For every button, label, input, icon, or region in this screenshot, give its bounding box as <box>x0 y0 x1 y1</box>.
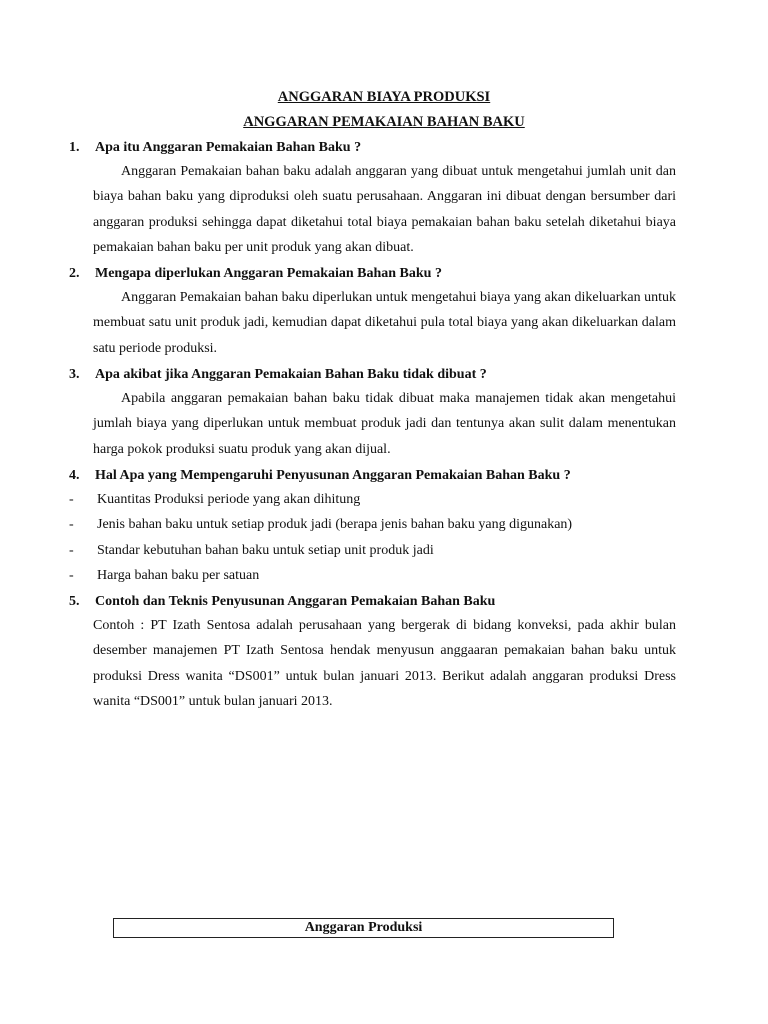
section-1-paragraph: Anggaran Pemakaian bahan baku adalah anggaran yang dibuat untuk mengetahui jumlah unit dan biaya bahan baku yang diproduksi oleh suatu perusahaan. Anggaran ini dibuat dengan bersumber dari anggaran produksi sehingga dapat diketahui total biaya pemakaian bahan baku setelah diketahui biaya pemakaian bahan baku per unit produk yang akan dibuat. <box>93 164 676 255</box>
section-heading-text: Apa itu Anggaran Pemakaian Bahan Baku ? <box>95 140 362 155</box>
document-subtitle: ANGGARAN PEMAKAIAN BAHAN BAKU <box>243 114 525 130</box>
section-5-paragraph: Contoh : PT Izath Sentosa adalah perusahaan yang bergerak di bidang konveksi, pada akhir bulan desember manajemen PT Izath Sentosa hendak menyusun anggaaran pemakaian bahan baku untuk produksi Dress wanita “DS001” untuk bulan januari 2013. Berikut adalah anggaran produksi Dress wanita “DS001” untuk bulan januari 2013. <box>93 618 676 709</box>
section-heading-text: Mengapa diperlukan Anggaran Pemakaian Bahan Baku ? <box>95 266 442 281</box>
section-heading-text: Apa akibat jika Anggaran Pemakaian Bahan Baku tidak dibuat ? <box>95 367 487 382</box>
document-title: ANGGARAN BIAYA PRODUKSI <box>277 89 491 105</box>
section-1-heading <box>69 139 361 157</box>
list-item-text: Jenis bahan baku untuk setiap produk jadi (berapa jenis bahan baku yang digunakan) <box>97 517 573 532</box>
section-2-heading <box>69 265 442 283</box>
list-item-text: Kuantitas Produksi periode yang akan dihitung <box>97 492 361 507</box>
list-item <box>69 491 360 509</box>
section-number: 5. <box>69 594 80 609</box>
list-item <box>69 516 572 534</box>
section-number: 4. <box>69 468 80 483</box>
section-2-paragraph: Anggaran Pemakaian bahan baku diperlukan untuk mengetahui biaya yang akan dikeluarkan untuk membuat satu unit produk jadi, kemudian dapat diketahui pula total biaya yang akan dikeluarkan dalam satu periode produksi. <box>93 290 676 356</box>
section-5-heading <box>69 593 495 611</box>
list-item-text: Harga bahan baku per satuan <box>97 568 260 583</box>
table-title-box: Anggaran Produksi <box>113 918 614 938</box>
bullet-dash: - <box>69 492 74 507</box>
section-3-heading <box>69 366 487 384</box>
bullet-dash: - <box>69 517 74 532</box>
list-item <box>69 567 259 585</box>
list-item-text: Standar kebutuhan bahan baku untuk setiap unit produk jadi <box>97 543 434 558</box>
section-number: 2. <box>69 266 80 281</box>
bullet-dash: - <box>69 543 74 558</box>
section-heading-text: Contoh dan Teknis Penyusunan Anggaran Pemakaian Bahan Baku <box>95 594 496 609</box>
section-number: 1. <box>69 140 80 155</box>
section-3-paragraph: Apabila anggaran pemakaian bahan baku tidak dibuat maka manajemen tidak akan mengetahui jumlah biaya yang diperlukan untuk membuat produk jadi dan tentunya akan sulit dalam menentukan harga pokok produksi suatu produk yang akan dijual. <box>93 391 676 457</box>
section-4-heading <box>69 467 571 485</box>
section-heading-text: Hal Apa yang Mempengaruhi Penyusunan Anggaran Pemakaian Bahan Baku ? <box>95 468 571 483</box>
list-item <box>69 542 434 560</box>
bullet-dash: - <box>69 568 74 583</box>
section-number: 3. <box>69 367 80 382</box>
